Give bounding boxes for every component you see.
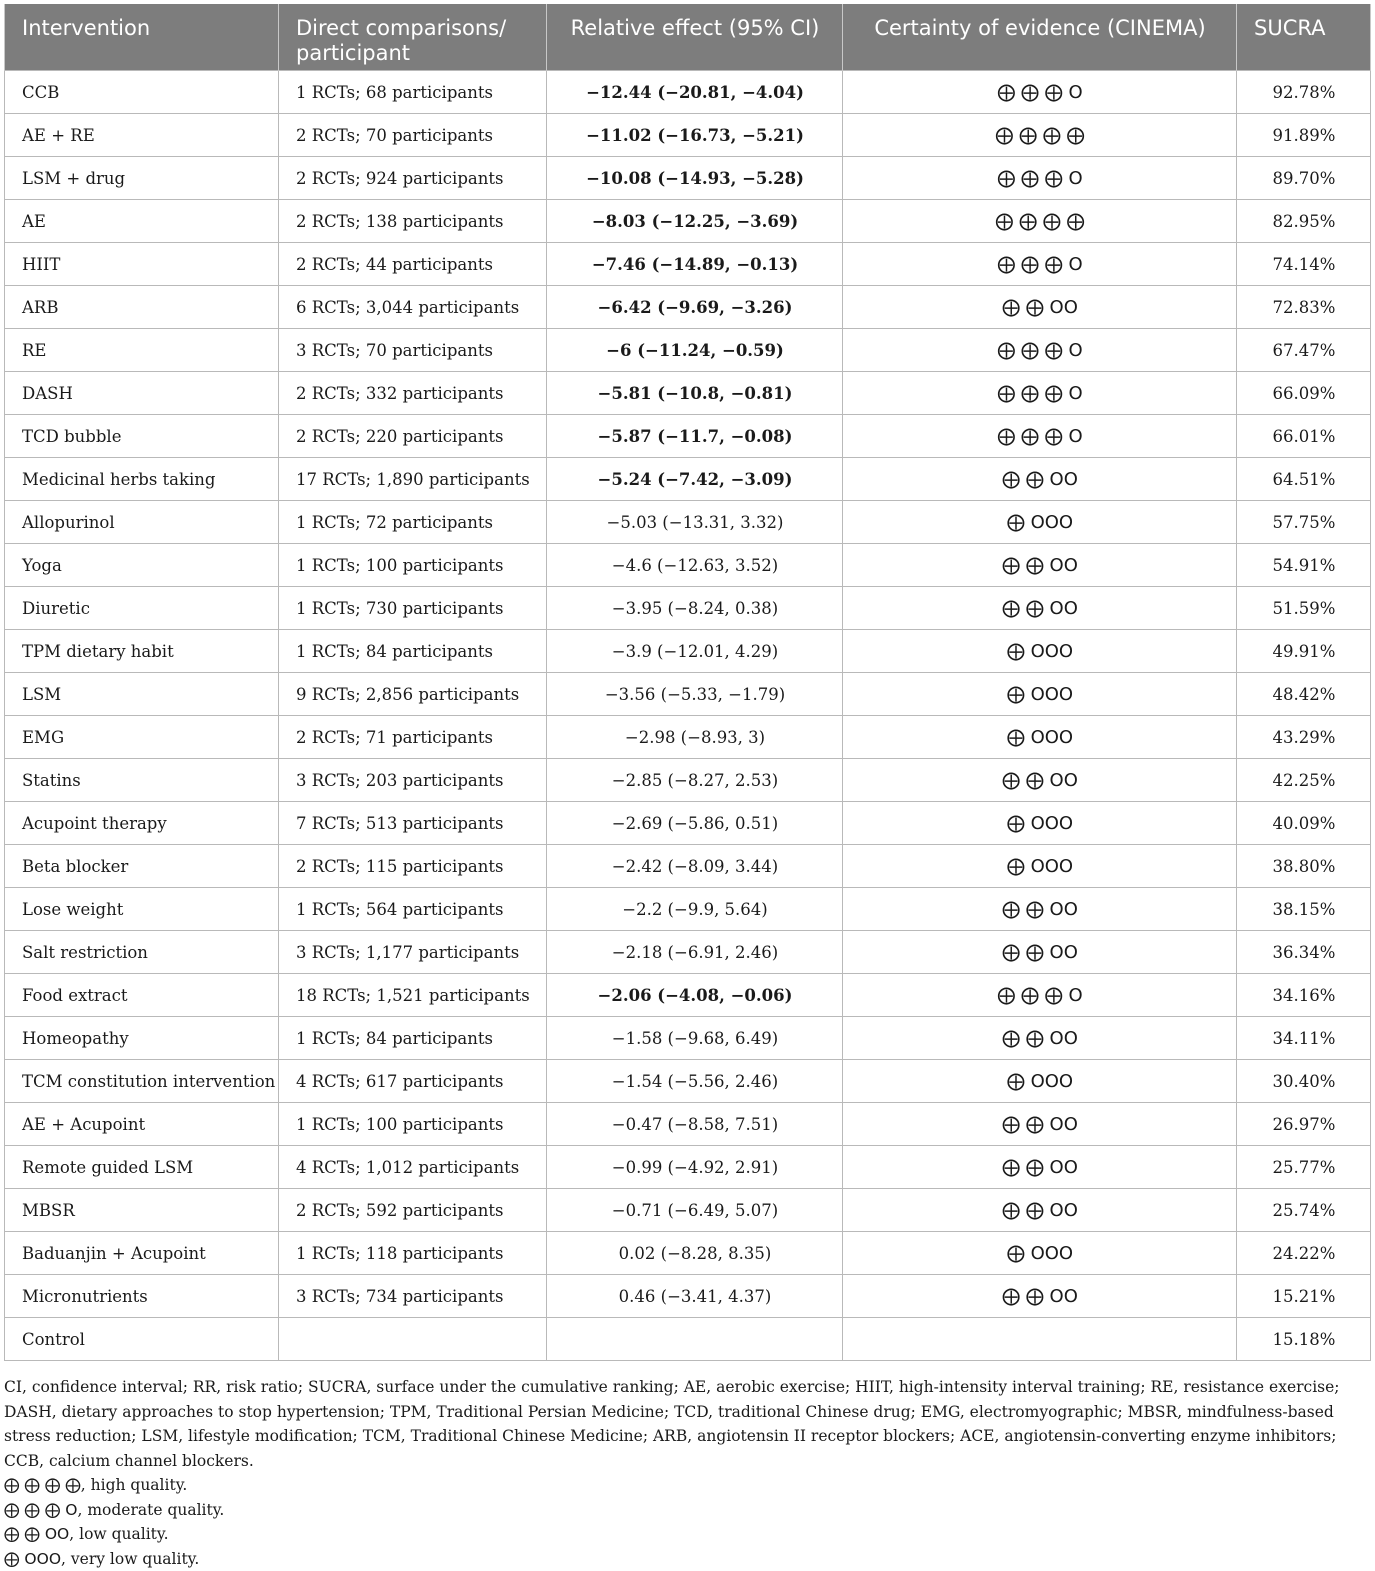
relative-effect-cell: −5.24 (−7.42, −3.09) (547, 458, 843, 501)
certainty-rating: ⨁ ⨁ ⨁ O (997, 254, 1082, 275)
certainty-cell (843, 1103, 1237, 1146)
certainty-cell (843, 1060, 1237, 1103)
table-row (5, 802, 1371, 845)
comparisons-cell: 1 RCTs; 100 participants (279, 544, 547, 587)
intervention-cell: Control (5, 1318, 279, 1361)
comparisons-cell: 1 RCTs; 72 participants (279, 501, 547, 544)
comparisons-cell: 3 RCTs; 203 participants (279, 759, 547, 802)
sucra-cell: 89.70% (1237, 157, 1371, 200)
evidence-table-container (4, 4, 1370, 1361)
certainty-cell (843, 501, 1237, 544)
table-row (5, 716, 1371, 759)
table-row (5, 630, 1371, 673)
relative-effect-cell: −0.99 (−4.92, 2.91) (547, 1146, 843, 1189)
header-certainty: Certainty of evidence (CINEMA) (843, 4, 1237, 71)
comparisons-cell: 2 RCTs; 332 participants (279, 372, 547, 415)
certainty-cell (843, 1146, 1237, 1189)
abbreviations-note: CI, confidence interval; RR, risk ratio; SUCRA, surface under the cumulative ranking; AE, aerobic exercise; HIIT, high-intensity interval training; RE, resistance exercise; DASH, dietary approaches to stop hypertension; TPM, Traditional Persian Medicine; TCD, traditional Chinese drug; EMG, electromyographic; MBSR, mindfulness-based stress reduction; LSM, lifestyle modification; TCM, Traditional Chinese Medicine; ARB, angiotensin II receptor blockers; ACE, angiotensin-converting enzyme inhibitors; CCB, calcium channel blockers. (4, 1375, 1370, 1473)
sucra-cell: 82.95% (1237, 200, 1371, 243)
certainty-cell (843, 200, 1237, 243)
legend-symbol: ⨁ ⨁ OO (4, 1525, 69, 1543)
intervention-cell: Medicinal herbs taking (5, 458, 279, 501)
sucra-cell: 51.59% (1237, 587, 1371, 630)
relative-effect-cell: −11.02 (−16.73, −5.21) (547, 114, 843, 157)
relative-effect-cell: −3.9 (−12.01, 4.29) (547, 630, 843, 673)
intervention-cell: LSM (5, 673, 279, 716)
relative-effect-cell: −1.54 (−5.56, 2.46) (547, 1060, 843, 1103)
comparisons-cell: 2 RCTs; 44 participants (279, 243, 547, 286)
sucra-cell: 24.22% (1237, 1232, 1371, 1275)
comparisons-cell: 1 RCTs; 564 participants (279, 888, 547, 931)
certainty-cell (843, 372, 1237, 415)
intervention-cell: AE + Acupoint (5, 1103, 279, 1146)
intervention-cell: ARB (5, 286, 279, 329)
certainty-rating: ⨁ OOO (1007, 512, 1073, 533)
comparisons-cell: 2 RCTs; 70 participants (279, 114, 547, 157)
sucra-cell: 25.74% (1237, 1189, 1371, 1232)
certainty-rating: ⨁ OOO (1007, 641, 1073, 662)
certainty-rating: ⨁ ⨁ ⨁ O (997, 985, 1082, 1006)
intervention-cell: Lose weight (5, 888, 279, 931)
intervention-cell: Diuretic (5, 587, 279, 630)
sucra-cell: 67.47% (1237, 329, 1371, 372)
relative-effect-cell: 0.46 (−3.41, 4.37) (547, 1275, 843, 1318)
table-row (5, 845, 1371, 888)
sucra-cell: 40.09% (1237, 802, 1371, 845)
table-row (5, 458, 1371, 501)
intervention-cell: MBSR (5, 1189, 279, 1232)
table-row (5, 286, 1371, 329)
sucra-cell: 34.11% (1237, 1017, 1371, 1060)
sucra-cell: 43.29% (1237, 716, 1371, 759)
table-row (5, 501, 1371, 544)
certainty-cell (843, 286, 1237, 329)
table-header-row (5, 4, 1371, 71)
legend-item (4, 1473, 1370, 1498)
sucra-cell: 38.15% (1237, 888, 1371, 931)
table-row (5, 415, 1371, 458)
relative-effect-cell (547, 1318, 843, 1361)
certainty-cell (843, 802, 1237, 845)
comparisons-cell (279, 1318, 547, 1361)
table-row (5, 372, 1371, 415)
certainty-rating: ⨁ OOO (1007, 1071, 1073, 1092)
intervention-cell: Homeopathy (5, 1017, 279, 1060)
certainty-rating: ⨁ ⨁ ⨁ O (997, 426, 1082, 447)
certainty-legend (4, 1473, 1370, 1571)
sucra-cell: 72.83% (1237, 286, 1371, 329)
certainty-cell (843, 845, 1237, 888)
comparisons-cell: 3 RCTs; 734 participants (279, 1275, 547, 1318)
certainty-rating: ⨁ ⨁ OO (1002, 598, 1078, 619)
sucra-cell: 25.77% (1237, 1146, 1371, 1189)
comparisons-cell: 2 RCTs; 71 participants (279, 716, 547, 759)
certainty-cell (843, 974, 1237, 1017)
table-row (5, 1232, 1371, 1275)
sucra-cell: 92.78% (1237, 71, 1371, 114)
certainty-cell (843, 888, 1237, 931)
intervention-cell: AE (5, 200, 279, 243)
intervention-cell: TPM dietary habit (5, 630, 279, 673)
sucra-cell: 57.75% (1237, 501, 1371, 544)
certainty-cell (843, 716, 1237, 759)
certainty-rating: ⨁ ⨁ OO (1002, 770, 1078, 791)
relative-effect-cell: −0.47 (−8.58, 7.51) (547, 1103, 843, 1146)
legend-text: , low quality. (69, 1525, 168, 1543)
table-row (5, 329, 1371, 372)
relative-effect-cell: −5.81 (−10.8, −0.81) (547, 372, 843, 415)
intervention-cell: CCB (5, 71, 279, 114)
header-direct-comparisons: Direct comparisons/ participant (279, 4, 547, 71)
legend-text: , very low quality. (61, 1550, 199, 1568)
sucra-cell: 38.80% (1237, 845, 1371, 888)
comparisons-cell: 3 RCTs; 1,177 participants (279, 931, 547, 974)
certainty-cell (843, 1232, 1237, 1275)
certainty-cell (843, 114, 1237, 157)
comparisons-cell: 1 RCTs; 84 participants (279, 630, 547, 673)
comparisons-cell: 4 RCTs; 1,012 participants (279, 1146, 547, 1189)
legend-symbol: ⨁ ⨁ ⨁ O (4, 1501, 77, 1519)
comparisons-cell: 2 RCTs; 220 participants (279, 415, 547, 458)
intervention-cell: Remote guided LSM (5, 1146, 279, 1189)
table-row (5, 931, 1371, 974)
header-relative-effect: Relative effect (95% CI) (547, 4, 843, 71)
sucra-cell: 49.91% (1237, 630, 1371, 673)
relative-effect-cell: −2.69 (−5.86, 0.51) (547, 802, 843, 845)
certainty-rating: ⨁ ⨁ OO (1002, 1114, 1078, 1135)
certainty-rating: ⨁ ⨁ OO (1002, 1286, 1078, 1307)
certainty-rating: ⨁ ⨁ ⨁ O (997, 383, 1082, 404)
certainty-rating: ⨁ ⨁ ⨁ ⨁ (995, 125, 1084, 146)
certainty-cell (843, 587, 1237, 630)
certainty-rating: ⨁ ⨁ ⨁ O (997, 82, 1082, 103)
certainty-rating: ⨁ OOO (1007, 813, 1073, 834)
comparisons-cell: 6 RCTs; 3,044 participants (279, 286, 547, 329)
sucra-cell: 42.25% (1237, 759, 1371, 802)
intervention-cell: Statins (5, 759, 279, 802)
relative-effect-cell: −12.44 (−20.81, −4.04) (547, 71, 843, 114)
table-row (5, 243, 1371, 286)
certainty-cell (843, 243, 1237, 286)
certainty-cell (843, 759, 1237, 802)
comparisons-cell: 1 RCTs; 100 participants (279, 1103, 547, 1146)
table-row (5, 759, 1371, 802)
sucra-cell: 64.51% (1237, 458, 1371, 501)
comparisons-cell: 17 RCTs; 1,890 participants (279, 458, 547, 501)
relative-effect-cell: −1.58 (−9.68, 6.49) (547, 1017, 843, 1060)
table-body (5, 71, 1371, 1361)
certainty-rating: ⨁ ⨁ ⨁ O (997, 340, 1082, 361)
legend-text: , high quality. (81, 1476, 188, 1494)
intervention-cell: RE (5, 329, 279, 372)
certainty-rating: ⨁ OOO (1007, 684, 1073, 705)
relative-effect-cell: −7.46 (−14.89, −0.13) (547, 243, 843, 286)
certainty-cell (843, 931, 1237, 974)
sucra-cell: 66.09% (1237, 372, 1371, 415)
comparisons-cell: 3 RCTs; 70 participants (279, 329, 547, 372)
table-row (5, 1318, 1371, 1361)
comparisons-cell: 2 RCTs; 138 participants (279, 200, 547, 243)
comparisons-cell: 1 RCTs; 118 participants (279, 1232, 547, 1275)
intervention-cell: Food extract (5, 974, 279, 1017)
legend-item (4, 1498, 1370, 1523)
relative-effect-cell: −3.56 (−5.33, −1.79) (547, 673, 843, 716)
certainty-rating: ⨁ OOO (1007, 1243, 1073, 1264)
header-sucra: SUCRA (1237, 4, 1371, 71)
relative-effect-cell: −6.42 (−9.69, −3.26) (547, 286, 843, 329)
relative-effect-cell: −2.2 (−9.9, 5.64) (547, 888, 843, 931)
certainty-cell (843, 415, 1237, 458)
intervention-cell: Micronutrients (5, 1275, 279, 1318)
comparisons-cell: 9 RCTs; 2,856 participants (279, 673, 547, 716)
comparisons-cell: 1 RCTs; 84 participants (279, 1017, 547, 1060)
certainty-rating: ⨁ ⨁ OO (1002, 1157, 1078, 1178)
comparisons-cell: 1 RCTs; 730 participants (279, 587, 547, 630)
certainty-cell (843, 157, 1237, 200)
evidence-table (4, 4, 1371, 1361)
comparisons-cell: 18 RCTs; 1,521 participants (279, 974, 547, 1017)
certainty-rating: ⨁ ⨁ OO (1002, 942, 1078, 963)
table-row (5, 888, 1371, 931)
table-footnotes (4, 1375, 1370, 1571)
intervention-cell: LSM + drug (5, 157, 279, 200)
certainty-rating: ⨁ ⨁ OO (1002, 297, 1078, 318)
legend-item (4, 1522, 1370, 1547)
relative-effect-cell: −5.87 (−11.7, −0.08) (547, 415, 843, 458)
table-row (5, 544, 1371, 587)
table-row (5, 1189, 1371, 1232)
table-row (5, 974, 1371, 1017)
table-row (5, 1103, 1371, 1146)
header-intervention: Intervention (5, 4, 279, 71)
relative-effect-cell: −10.08 (−14.93, −5.28) (547, 157, 843, 200)
relative-effect-cell: −2.98 (−8.93, 3) (547, 716, 843, 759)
intervention-cell: Acupoint therapy (5, 802, 279, 845)
certainty-cell (843, 544, 1237, 587)
intervention-cell: HIIT (5, 243, 279, 286)
certainty-rating: ⨁ OOO (1007, 856, 1073, 877)
comparisons-cell: 2 RCTs; 115 participants (279, 845, 547, 888)
certainty-cell (843, 1318, 1237, 1361)
relative-effect-cell: 0.02 (−8.28, 8.35) (547, 1232, 843, 1275)
sucra-cell: 66.01% (1237, 415, 1371, 458)
sucra-cell: 36.34% (1237, 931, 1371, 974)
comparisons-cell: 4 RCTs; 617 participants (279, 1060, 547, 1103)
intervention-cell: Allopurinol (5, 501, 279, 544)
certainty-cell (843, 1017, 1237, 1060)
relative-effect-cell: −2.18 (−6.91, 2.46) (547, 931, 843, 974)
table-row (5, 1060, 1371, 1103)
table-row (5, 673, 1371, 716)
relative-effect-cell: −0.71 (−6.49, 5.07) (547, 1189, 843, 1232)
comparisons-cell: 1 RCTs; 68 participants (279, 71, 547, 114)
relative-effect-cell: −2.06 (−4.08, −0.06) (547, 974, 843, 1017)
certainty-rating: ⨁ ⨁ ⨁ O (997, 168, 1082, 189)
sucra-cell: 26.97% (1237, 1103, 1371, 1146)
comparisons-cell: 2 RCTs; 592 participants (279, 1189, 547, 1232)
relative-effect-cell: −8.03 (−12.25, −3.69) (547, 200, 843, 243)
sucra-cell: 74.14% (1237, 243, 1371, 286)
intervention-cell: EMG (5, 716, 279, 759)
relative-effect-cell: −6 (−11.24, −0.59) (547, 329, 843, 372)
sucra-cell: 34.16% (1237, 974, 1371, 1017)
certainty-cell (843, 630, 1237, 673)
certainty-rating: ⨁ ⨁ OO (1002, 1028, 1078, 1049)
intervention-cell: Baduanjin + Acupoint (5, 1232, 279, 1275)
table-row (5, 200, 1371, 243)
intervention-cell: Beta blocker (5, 845, 279, 888)
intervention-cell: TCD bubble (5, 415, 279, 458)
intervention-cell: AE + RE (5, 114, 279, 157)
certainty-cell (843, 458, 1237, 501)
intervention-cell: Salt restriction (5, 931, 279, 974)
legend-symbol: ⨁ ⨁ ⨁ ⨁ (4, 1476, 81, 1494)
certainty-rating: ⨁ ⨁ OO (1002, 555, 1078, 576)
certainty-cell (843, 673, 1237, 716)
intervention-cell: Yoga (5, 544, 279, 587)
relative-effect-cell: −3.95 (−8.24, 0.38) (547, 587, 843, 630)
certainty-rating: ⨁ ⨁ OO (1002, 469, 1078, 490)
certainty-cell (843, 71, 1237, 114)
certainty-rating: ⨁ ⨁ OO (1002, 899, 1078, 920)
sucra-cell: 48.42% (1237, 673, 1371, 716)
table-row (5, 1275, 1371, 1318)
comparisons-cell: 7 RCTs; 513 participants (279, 802, 547, 845)
relative-effect-cell: −2.42 (−8.09, 3.44) (547, 845, 843, 888)
certainty-cell (843, 329, 1237, 372)
table-row (5, 71, 1371, 114)
legend-item (4, 1547, 1370, 1571)
relative-effect-cell: −2.85 (−8.27, 2.53) (547, 759, 843, 802)
certainty-cell (843, 1275, 1237, 1318)
legend-text: , moderate quality. (77, 1501, 224, 1519)
certainty-rating: ⨁ OOO (1007, 727, 1073, 748)
relative-effect-cell: −4.6 (−12.63, 3.52) (547, 544, 843, 587)
intervention-cell: DASH (5, 372, 279, 415)
table-row (5, 1146, 1371, 1189)
sucra-cell: 30.40% (1237, 1060, 1371, 1103)
relative-effect-cell: −5.03 (−13.31, 3.32) (547, 501, 843, 544)
table-row (5, 157, 1371, 200)
table-row (5, 1017, 1371, 1060)
comparisons-cell: 2 RCTs; 924 participants (279, 157, 547, 200)
intervention-cell: TCM constitution intervention (5, 1060, 279, 1103)
sucra-cell: 15.18% (1237, 1318, 1371, 1361)
sucra-cell: 15.21% (1237, 1275, 1371, 1318)
certainty-cell (843, 1189, 1237, 1232)
legend-symbol: ⨁ OOO (4, 1550, 61, 1568)
table-row (5, 114, 1371, 157)
sucra-cell: 54.91% (1237, 544, 1371, 587)
certainty-rating: ⨁ ⨁ OO (1002, 1200, 1078, 1221)
table-row (5, 587, 1371, 630)
sucra-cell: 91.89% (1237, 114, 1371, 157)
certainty-rating: ⨁ ⨁ ⨁ ⨁ (995, 211, 1084, 232)
